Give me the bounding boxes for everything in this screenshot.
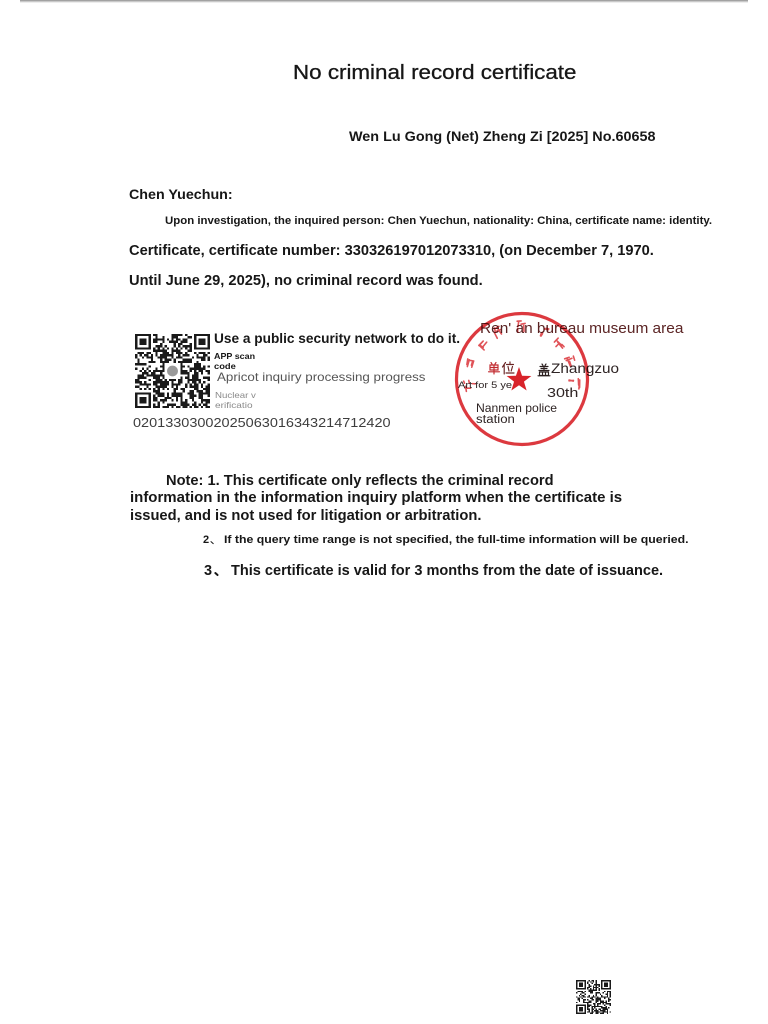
seal-overlay-art: Art for 5 ye [458,380,513,390]
body-line-1: Upon investigation, the inquired person: Chen Yuechun, nationality: China, certificate name: identity. [165,215,713,227]
seal-overlay-station-1: Nanmen police [476,401,558,415]
note-item-2-number [203,535,220,546]
official-seal [452,309,592,449]
body-line-3: Until June 29, 2025), no criminal record was found. [129,273,483,289]
verification-qr-code [135,334,210,408]
reference-number: Wen Lu Gong (Net) Zheng Zi [2025] No.60658 [349,128,656,144]
scan-edge [20,0,748,3]
note-line-3: issued, and is not used for litigation or arbitration. [130,508,482,524]
note-line-2: information in the information inquiry platform when the certificate is [130,490,623,506]
verification-label-2: erificatio [215,400,253,410]
seal-overlay-name: Zhangzuo [551,361,620,376]
verification-instruction: Use a public security network to do it. [214,331,461,346]
seal-overlay-bureau: Ren' an bureau museum area [480,321,684,337]
app-scan-label: APP scan [214,351,256,361]
inquiry-progress-label: Apricot inquiry processing progress [217,370,426,384]
verification-label-1: Nuclear v [215,390,256,400]
list-number: 2 [203,534,210,546]
note-item-2-text: If the query time range is not specified, the full-time information will be queried. [224,534,689,546]
page-title: No criminal record certificate [293,62,577,84]
list-separator [212,564,227,579]
app-scan-code-label: code [214,361,236,371]
list-number: 3 [204,563,213,579]
list-separator [209,535,220,546]
note-line-1: Note: 1. This certificate only reflects the criminal record [166,473,554,489]
seal-overlay-station-2: station [476,414,515,426]
body-line-2: Certificate, certificate number: 330326197012073310, (on December 7, 1970. [129,243,654,259]
note-item-3-number [204,564,227,579]
addressee-name: Chen Yuechun: [129,186,233,202]
verification-serial-number: 02013303002025063016343214712420 [133,416,391,430]
seal-overlay-date: 30th [547,385,579,400]
seal-star-icon [507,367,532,391]
note-item-3-text: This certificate is valid for 3 months from the date of issuance. [231,563,664,579]
footer-qr-code [576,980,611,1014]
